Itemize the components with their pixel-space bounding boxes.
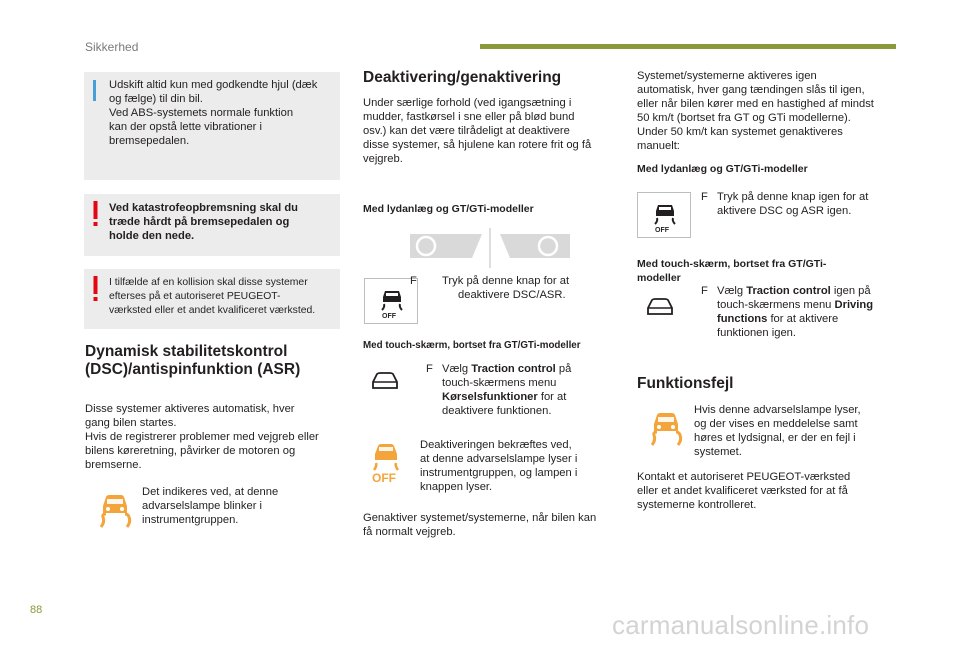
off-label: OFF	[655, 227, 669, 234]
lamp-off-label: OFF	[372, 471, 396, 485]
fault-heading: Funktionsfejl	[637, 375, 734, 392]
subheading-touch-models: Med touch-skærm, bortset fra GT/GTi-modeller	[363, 340, 581, 351]
page-number: 88	[30, 604, 43, 616]
step-select-traction: F Vælg Traction control på touch-skærmens menu Kørselsfunktioner for at deaktivere funktionen.	[426, 363, 572, 417]
auto-reactivation-text: Systemet/systemerne aktiveres igen automatisk, hver gang tændingen slås til igen, eller når bilen kører med en hastighed af mindst 50 km/t (bortset fra GT og GTi modellerne). Under 50 km/t kan systemet genaktiveres manuelt:	[637, 70, 874, 152]
reactivate-text: Genaktiver systemet/systemerne, når bilen kan få normalt vejgreb.	[363, 512, 597, 538]
lamp-blink-text: Det indikeres ved, at denne advarselslampe blinker i instrumentgruppen.	[142, 486, 279, 526]
skid-warning-lamp-icon	[93, 486, 137, 530]
exclamation-icon	[91, 276, 100, 302]
dsc-intro-text: Disse systemer aktiveres automatisk, hver gang bilen startes. Hvis de registrerer problemer med vejgreb eller bilens køreretning, påvirker de motoren og bremserne.	[85, 403, 319, 471]
dsc-asr-heading: Dynamisk stabilitetskontrol (DSC)/antispinfunktion (ASR)	[85, 343, 301, 378]
deactivation-confirm-text: Deaktiveringen bekræftes ved, at denne advarselslampe lyser i instrumentgruppen, og lampen i knappen lyser.	[420, 439, 578, 493]
dsc-on-button-icon	[637, 192, 691, 238]
exclamation-icon	[91, 201, 100, 227]
step-press-reactivate: F Tryk på denne knap igen for at aktivere DSC og ASR igen.	[701, 191, 869, 217]
deactivation-heading: Deaktivering/genaktivering	[363, 69, 562, 86]
warning-box-brake	[84, 194, 340, 256]
section-title: Sikkerhed	[85, 40, 139, 54]
fault-lamp-text: Hvis denne advarselslampe lyser, og der vises en meddelelse samt høres et lydsignal, er der en fejl i systemet.	[694, 404, 861, 458]
warning-box-collision	[84, 269, 340, 329]
header-accent-bar	[480, 44, 896, 49]
car-menu-icon	[370, 370, 400, 392]
info-box	[84, 72, 340, 180]
dashboard-buttons-illustration	[410, 228, 570, 268]
step-select-traction-again: F Vælg Traction control igen på touch-skærmens menu Driving functions for at aktivere funktionen igen.	[701, 285, 874, 339]
subheading-touch-models-reactivate: Med touch-skærm, bortset fra GT/GTi- modeller	[637, 258, 827, 284]
car-menu-icon	[645, 296, 675, 318]
skid-warning-lamp-icon	[644, 404, 688, 448]
info-box-text: Udskift altid kun med godkendte hjul (dæk og fælge) til din bil. Ved ABS-systemets normale funktion kan der opstå lette vibrationer i bremsepedalen.	[109, 79, 318, 147]
deactivation-intro: Under særlige forhold (ved igangsætning i mudder, fastkørsel i sne eller på blød bund osv.) kan det være tilrådeligt at deaktivere disse systemer, så hjulene kan rotere frit og få vejgreb.	[363, 97, 592, 165]
warning-box-brake-text: Ved katastrofeopbremsning skal du træde hårdt på bremsepedalen og holde den nede.	[109, 202, 298, 242]
step-press-deactivate: F Tryk på denne knap for at deaktivere DSC/ASR.	[410, 275, 570, 301]
contact-workshop-text: Kontakt et autoriseret PEUGEOT-værksted eller et andet kvalificeret værksted for at få systemerne kontrolleret.	[637, 471, 851, 511]
info-bar-icon	[93, 80, 96, 101]
subheading-audio-models: Med lydanlæg og GT/GTi-modeller	[363, 203, 534, 215]
off-label: OFF	[382, 313, 396, 320]
watermark: carmanualsonline.info	[612, 610, 870, 640]
subheading-audio-models-reactivate: Med lydanlæg og GT/GTi-modeller	[637, 163, 808, 175]
warning-box-collision-text: I tilfælde af en kollision skal disse systemer efterses på et autoriseret PEUGEOT- værksted eller et andet kvalificeret værksted.	[109, 277, 316, 316]
